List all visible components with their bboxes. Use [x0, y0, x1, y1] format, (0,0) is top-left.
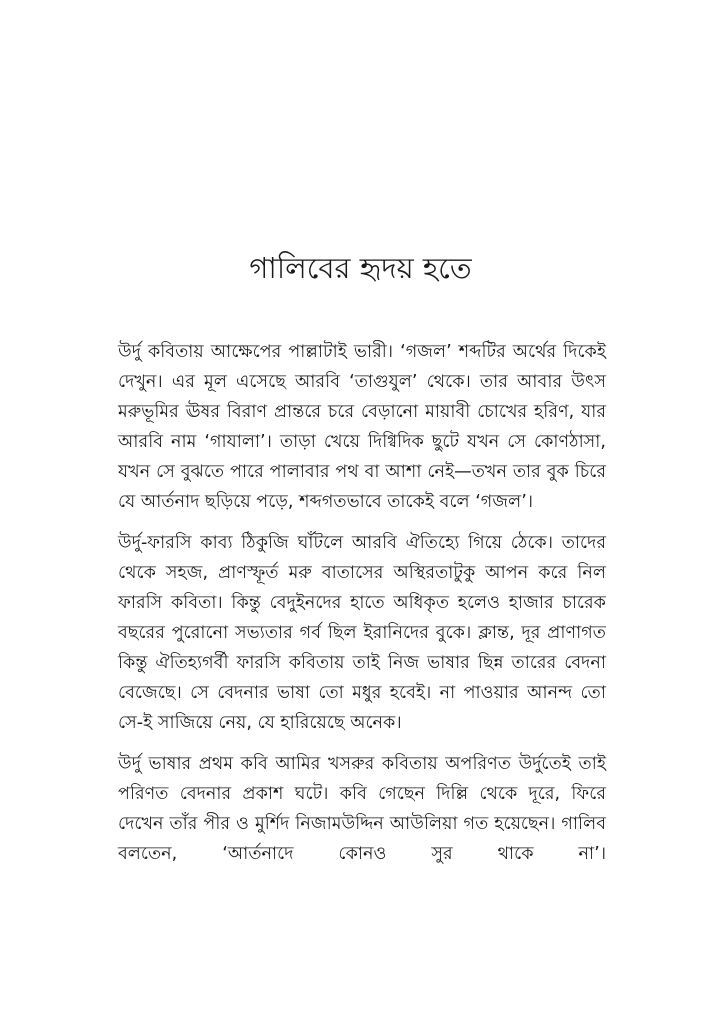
chapter-title: গালিবের হৃদয় হতে	[249, 251, 472, 285]
chapter-body	[118, 337, 606, 880]
paragraph-1: উর্দু কবিতায় আক্ষেপের পাল্লাটাই ভারী। ‘গজল’ শব্দটির অর্থের দিকেই দেখুন। এর মূল এসেছে আরবি ‘তাগুযুল’ থেকে। তার আবার উৎস মরুভূমির ঊষর বিরাণ প্রান্তরে চরে বেড়ানো মায়াবী চোখের হরিণ, যার আরবি নাম ‘গাযালা’। তাড়া খেয়ে দিগ্বিদিক ছুটে যখন সে কোণঠাসা, যখন সে বুঝতে পারে পালাবার পথ বা আশা নেই—তখন তার বুক চিরে যে আর্তনাদ ছড়িয়ে পড়ে, শব্দগতভাবে তাকেই বলে ‘গজল’।	[118, 342, 606, 512]
paragraph-2: উর্দু-ফারসি কাব্য ঠিকুজি ঘাঁটলে আরবি ঐতিহ্যে গিয়ে ঠেকে। তাদের থেকে সহজ, প্রাণস্ফূর্ত মরু বাতাসের অস্থিরতাটুকু আপন করে নিল ফারসি কবিতা। কিন্তু বেদুইনদের হাতে অধিকৃত হলেও হাজার চারেক বছরের পুরোনো সভ্যতার গর্ব ছিল ইরানিদের বুকে। ক্লান্ত, দূর প্রাণাগত কিন্তু ঐতিহ্যগর্বী ফারসি কবিতায় তাই নিজ ভাষার ছিন্ন তারের বেদনা বেজেছে। সে বেদনার ভাষা তো মধুর হবেই। না পাওয়ার আনন্দ তো সে-ই সাজিয়ে নেয়, যে হারিয়েছে অনেক।	[118, 533, 606, 733]
paragraph-3: উর্দু ভাষার প্রথম কবি আমির খসরুর কবিতায় অপরিণত উর্দুতেই তাই পরিণত বেদনার প্রকাশ ঘটে। কবি গেছেন দিল্লি থেকে দূরে, ফিরে দেখেন তাঁর পীর ও মুর্শিদ নিজামউদ্দিন আউলিয়া গত হয়েছেন। গালিব বলতেন, ‘আর্তনাদে কোনও সুর থাকে না’।	[118, 754, 606, 864]
